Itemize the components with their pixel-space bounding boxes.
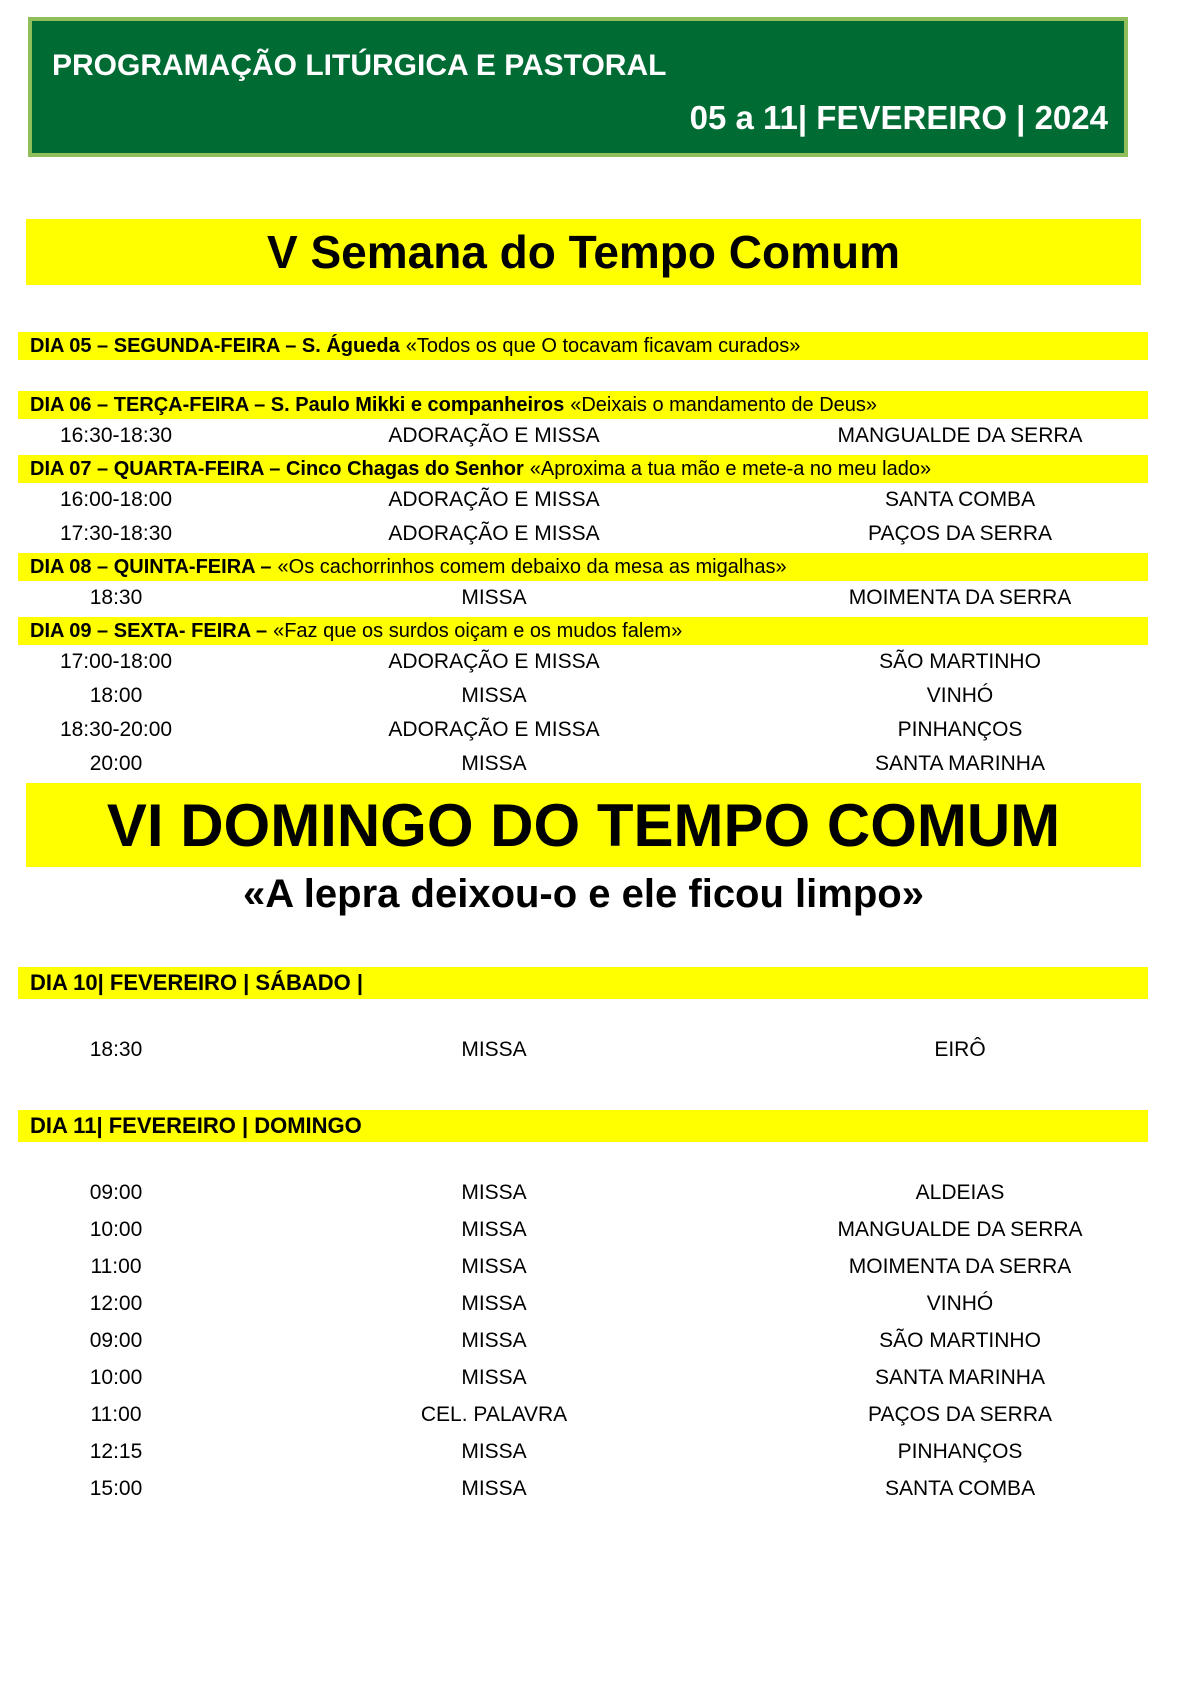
schedule-row <box>0 684 1191 714</box>
row-activity: MISSA <box>461 586 527 609</box>
row-time: 11:00 <box>90 1403 142 1426</box>
row-place: SANTA MARINHA <box>875 1366 1045 1389</box>
sunday-quote: «A lepra deixou-o e ele ficou limpo» <box>243 872 924 916</box>
row-activity: MISSA <box>461 684 527 707</box>
row-time: 17:30-18:30 <box>59 522 173 545</box>
schedule-row <box>0 1181 1191 1211</box>
row-activity: MISSA <box>461 1477 527 1500</box>
row-activity: MISSA <box>461 1329 527 1352</box>
row-time: 18:00 <box>89 684 143 707</box>
row-place: PINHANÇOS <box>897 718 1023 741</box>
day-quote: «Aproxima a tua mão e mete-a no meu lado» <box>529 457 932 480</box>
row-place: VINHÓ <box>926 1292 994 1315</box>
schedule-row <box>0 424 1191 454</box>
row-activity: CEL. PALAVRA <box>420 1403 568 1426</box>
schedule-row <box>0 752 1191 782</box>
day-10-bar <box>18 967 1148 999</box>
row-place: PAÇOS DA SERRA <box>868 1403 1052 1426</box>
row-place: SANTA COMBA <box>884 488 1036 511</box>
schedule-row <box>0 1366 1191 1396</box>
schedule-row <box>0 522 1191 552</box>
row-time: 18:30 <box>89 1038 143 1061</box>
row-time: 15:00 <box>89 1477 143 1500</box>
row-place: PINHANÇOS <box>897 1440 1023 1463</box>
day-07-bar <box>18 455 1148 483</box>
row-activity: ADORAÇÃO E MISSA <box>388 522 600 545</box>
day-09-bar <box>18 617 1148 645</box>
schedule-row <box>0 650 1191 680</box>
row-time: 17:00-18:00 <box>59 650 173 673</box>
row-place: SANTA MARINHA <box>875 752 1045 775</box>
row-activity: MISSA <box>461 1181 527 1204</box>
week-banner: V Semana do Tempo Comum <box>26 219 1141 285</box>
schedule-row <box>0 1477 1191 1507</box>
schedule-row <box>0 1255 1191 1285</box>
header-banner <box>28 17 1128 157</box>
row-activity: ADORAÇÃO E MISSA <box>388 650 600 673</box>
day-quote: «Deixais o mandamento de Deus» <box>570 393 878 416</box>
row-time: 16:00-18:00 <box>59 488 173 511</box>
day-quote: «Os cachorrinhos comem debaixo da mesa as migalhas» <box>277 555 787 578</box>
row-time: 18:30 <box>89 586 143 609</box>
row-activity: MISSA <box>461 1218 527 1241</box>
schedule-row <box>0 586 1191 616</box>
row-place: SÃO MARTINHO <box>879 1329 1041 1352</box>
row-time: 10:00 <box>89 1218 143 1241</box>
row-activity: MISSA <box>461 1255 527 1278</box>
day-11-bar <box>18 1110 1148 1142</box>
row-time: 12:00 <box>89 1292 143 1315</box>
row-place: SÃO MARTINHO <box>879 650 1041 673</box>
row-activity: MISSA <box>461 752 527 775</box>
day-label: DIA 09 – SEXTA- FEIRA – <box>30 619 268 642</box>
day-label: DIA 10| FEVEREIRO | SÁBADO | <box>30 970 364 995</box>
row-place: MANGUALDE DA SERRA <box>837 1218 1083 1241</box>
row-activity: ADORAÇÃO E MISSA <box>388 424 600 447</box>
row-place: ALDEIAS <box>915 1181 1005 1204</box>
schedule-row <box>0 1218 1191 1248</box>
schedule-row <box>0 1329 1191 1359</box>
schedule-row <box>0 1038 1191 1068</box>
schedule-row <box>0 1292 1191 1322</box>
row-time: 16:30-18:30 <box>59 424 173 447</box>
row-activity: MISSA <box>461 1440 527 1463</box>
day-label: DIA 06 – TERÇA-FEIRA – S. Paulo Mikki e companheiros <box>30 393 565 416</box>
row-time: 18:30-20:00 <box>59 718 173 741</box>
row-time: 09:00 <box>89 1329 143 1352</box>
row-time: 11:00 <box>90 1255 142 1278</box>
schedule-row <box>0 1440 1191 1470</box>
day-06-bar <box>18 391 1148 419</box>
day-label: DIA 08 – QUINTA-FEIRA – <box>30 555 272 578</box>
row-place: MANGUALDE DA SERRA <box>837 424 1083 447</box>
row-activity: MISSA <box>461 1038 527 1061</box>
day-05-bar <box>18 332 1148 360</box>
row-activity: MISSA <box>461 1366 527 1389</box>
row-time: 20:00 <box>89 752 143 775</box>
row-time: 10:00 <box>89 1366 143 1389</box>
row-place: SANTA COMBA <box>884 1477 1036 1500</box>
row-place: MOIMENTA DA SERRA <box>848 1255 1072 1278</box>
schedule-row <box>0 488 1191 518</box>
schedule-row <box>0 718 1191 748</box>
day-label: DIA 07 – QUARTA-FEIRA – Cinco Chagas do Senhor <box>30 457 524 480</box>
row-place: EIRÔ <box>934 1038 986 1061</box>
day-label: DIA 11| FEVEREIRO | DOMINGO <box>30 1113 362 1138</box>
row-place: PAÇOS DA SERRA <box>868 522 1052 545</box>
row-activity: ADORAÇÃO E MISSA <box>388 488 600 511</box>
row-place: MOIMENTA DA SERRA <box>848 586 1072 609</box>
row-activity: MISSA <box>461 1292 527 1315</box>
day-label: DIA 05 – SEGUNDA-FEIRA – S. Águeda <box>30 334 400 357</box>
sunday-banner: VI DOMINGO DO TEMPO COMUM <box>26 783 1141 867</box>
row-place: VINHÓ <box>926 684 994 707</box>
day-08-bar <box>18 553 1148 581</box>
day-quote: «Faz que os surdos oiçam e os mudos falem» <box>273 619 683 642</box>
header-title: PROGRAMAÇÃO LITÚRGICA E PASTORAL <box>52 49 667 82</box>
row-time: 12:15 <box>89 1440 143 1463</box>
day-quote: «Todos os que O tocavam ficavam curados» <box>405 334 801 357</box>
schedule-row <box>0 1403 1191 1433</box>
row-activity: ADORAÇÃO E MISSA <box>388 718 600 741</box>
row-time: 09:00 <box>89 1181 143 1204</box>
header-dates: 05 a 11| FEVEREIRO | 2024 <box>689 99 1108 136</box>
